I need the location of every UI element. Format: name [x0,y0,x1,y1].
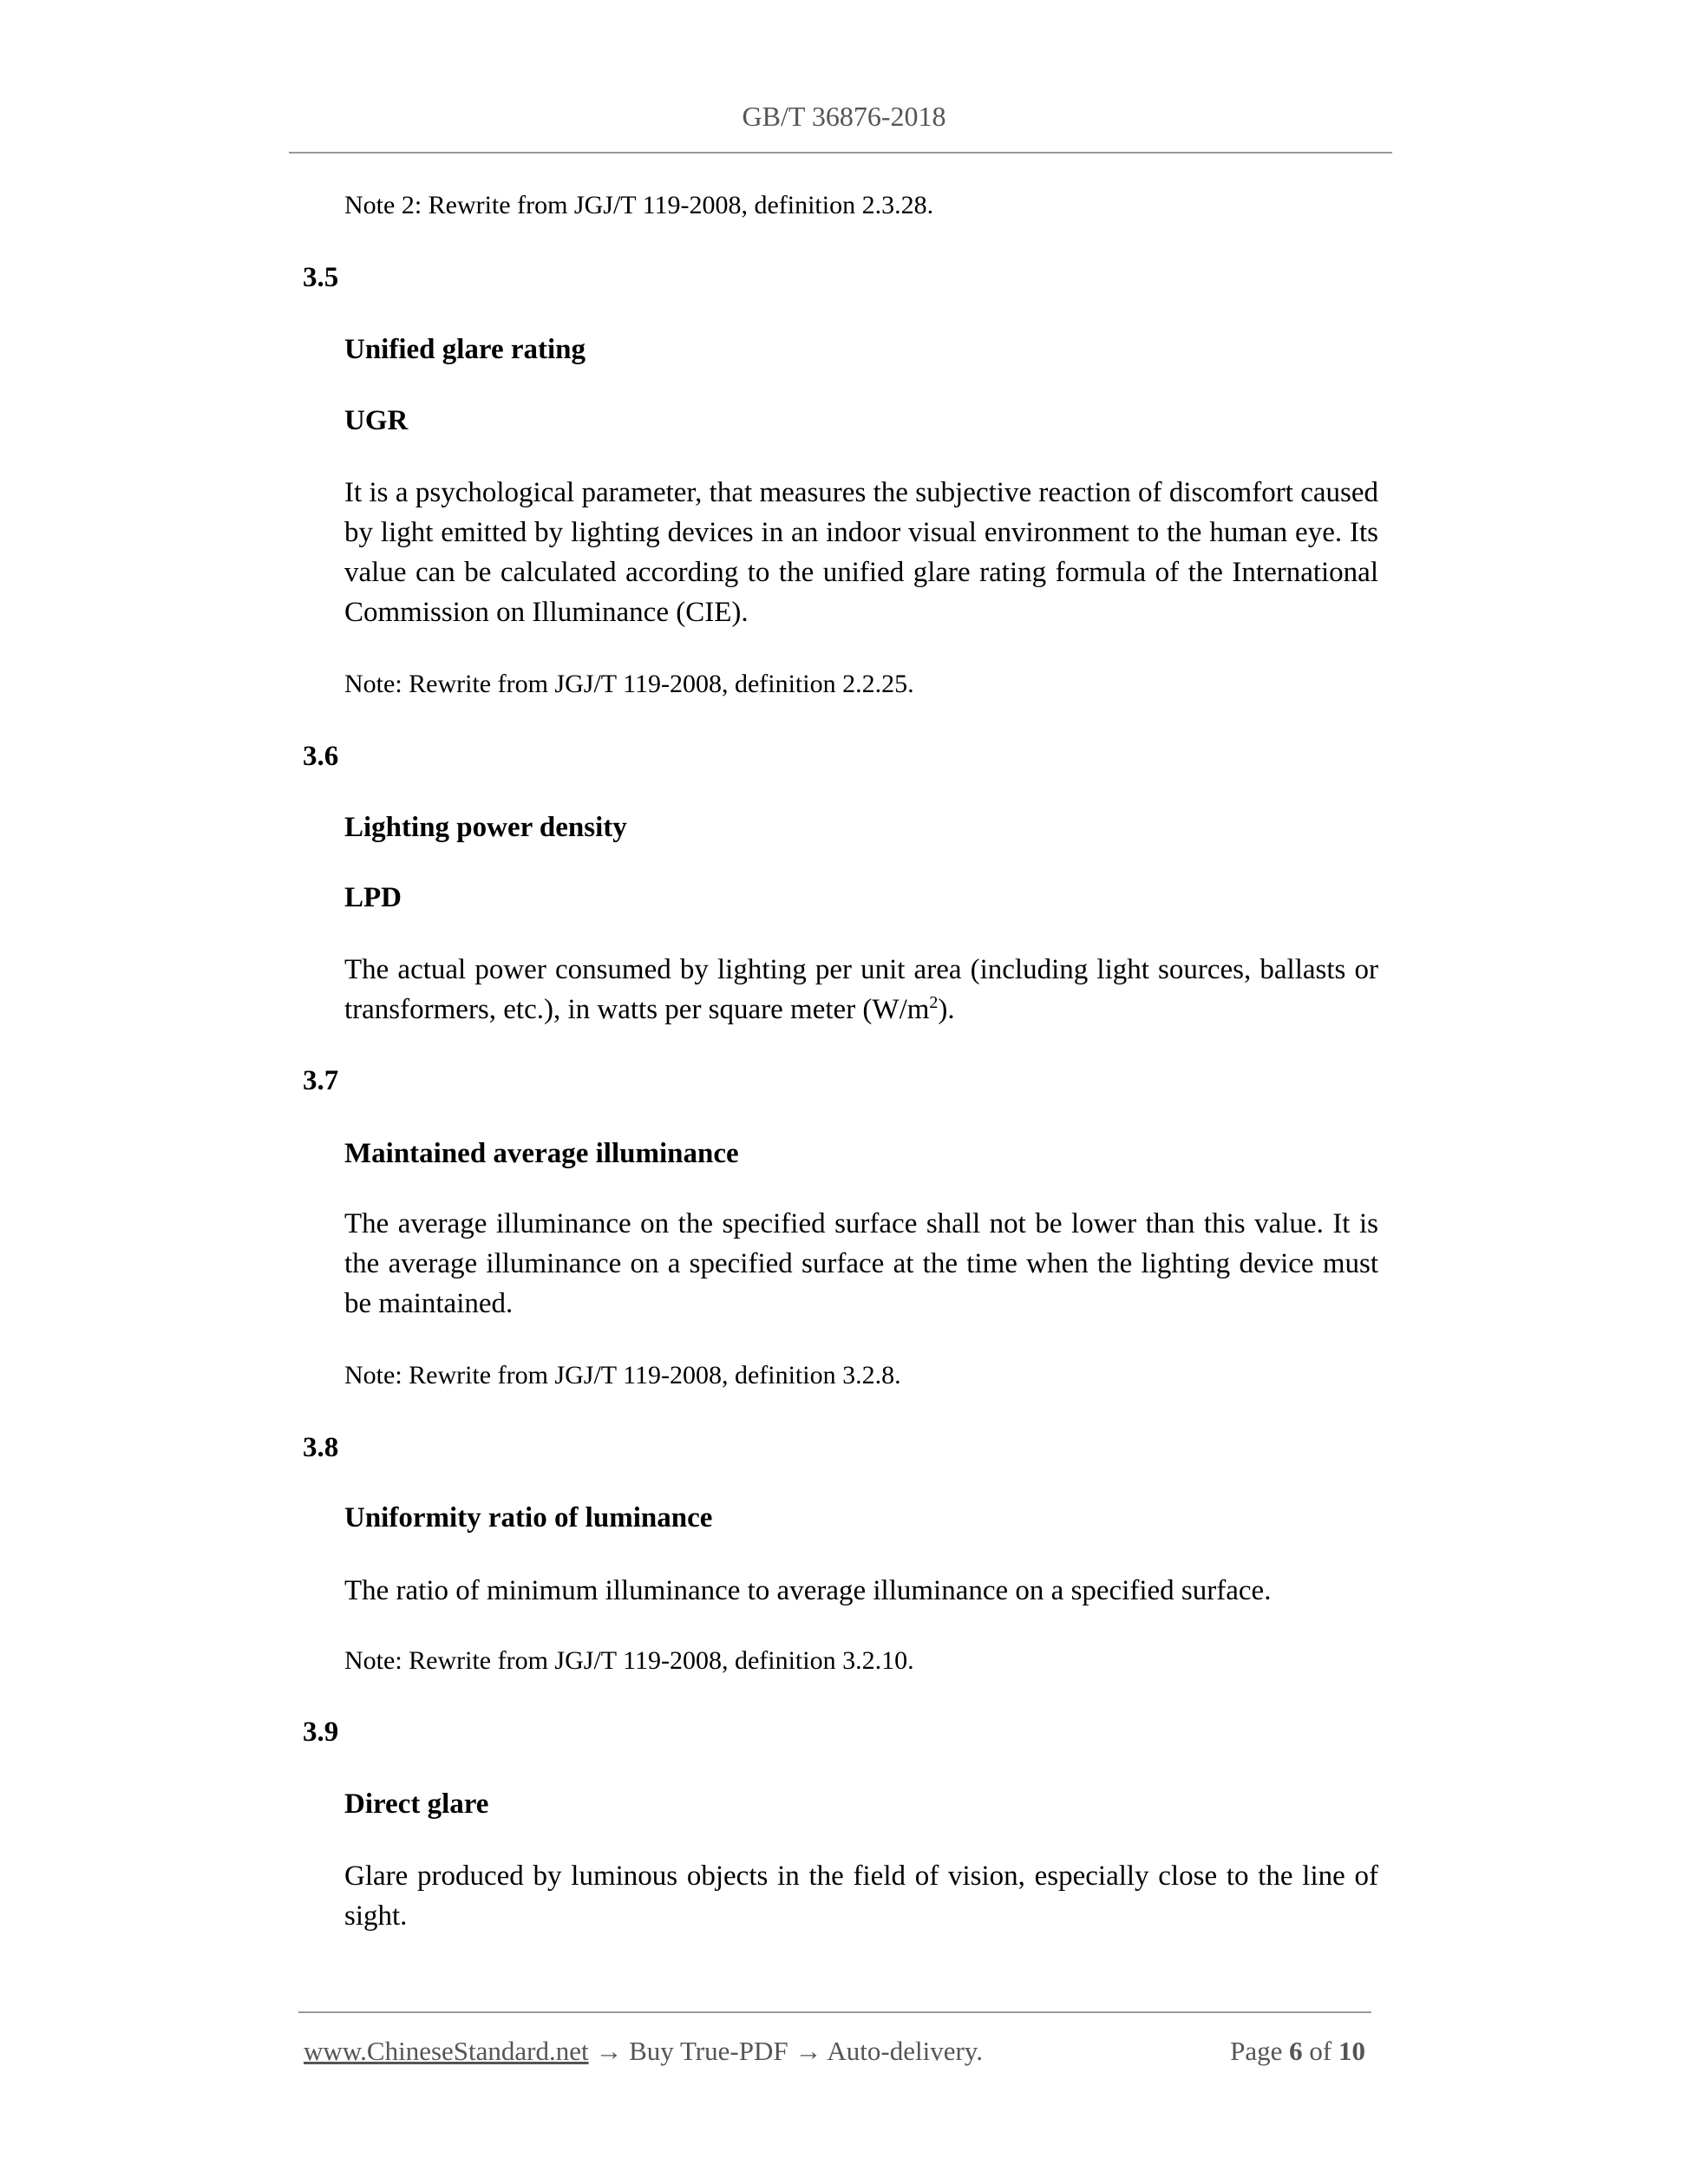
page-indicator [1230,2031,1365,2071]
term-definition: The average illuminance on the specified surface shall not be lower than this value. It is the average illuminance on a specified surface at the time when the lighting device must be maintained. [344,1208,1378,1319]
term-definition: It is a psychological parameter, that measures the subjective reaction of discomfort caused by light emitted by lighting devices in an indoor visual environment to the human eye. Its value can be calculated according to the unified glare rating formula of the International Commission on Illuminance (CIE). [344,477,1378,628]
term-definition [344,950,1378,1030]
website-link[interactable]: www.ChineseStandard.net [304,2036,589,2066]
term-note: Note: Rewrite from JGJ/T 119-2008, definition 3.2.10. [344,1646,914,1675]
header-divider [289,152,1392,154]
delivery-text: Auto-delivery. [827,2036,984,2066]
buy-text: Buy True-PDF [629,2036,788,2066]
section-number: 3.7 [303,1065,339,1096]
document-header-id: GB/T 36876-2018 [742,101,946,132]
term-heading: Maintained average illuminance [344,1138,739,1169]
term-note: Note: Rewrite from JGJ/T 119-2008, definition 2.2.25. [344,670,914,698]
definition-text: The actual power consumed by lighting per unit area (including light sources, ballasts or transformers, etc.), in watts per square meter (W/m [344,954,1378,1025]
term-heading: Unified glare rating [344,334,586,365]
term-note: Note: Rewrite from JGJ/T 119-2008, definition 3.2.8. [344,1361,901,1390]
section-number: 3.5 [303,262,339,293]
section-number: 3.8 [303,1432,339,1463]
term-abbreviation: LPD [344,882,402,913]
page-label: Page [1230,2036,1283,2066]
arrow-right-icon: → [595,2036,623,2066]
of-label: of [1309,2036,1332,2066]
term-definition: Glare produced by luminous objects in the field of vision, especially close to the line of sight. [344,1860,1378,1932]
note-top: Note 2: Rewrite from JGJ/T 119-2008, definition 2.3.28. [344,191,934,219]
term-heading: Direct glare [344,1788,489,1820]
footer-promo [304,2031,983,2071]
page-total: 10 [1338,2036,1365,2066]
footer-divider [298,2011,1371,2013]
term-heading: Lighting power density [344,812,627,843]
term-abbreviation: UGR [344,405,409,436]
arrow-right-icon: → [795,2036,822,2066]
definition-end: ). [938,994,955,1025]
page-number: 6 [1289,2036,1303,2066]
superscript: 2 [929,993,939,1012]
term-definition: The ratio of minimum illuminance to average illuminance on a specified surface. [344,1575,1272,1606]
page-footer [304,2031,1365,2071]
section-number: 3.6 [303,741,339,772]
section-number: 3.9 [303,1716,339,1748]
term-heading: Uniformity ratio of luminance [344,1502,713,1533]
